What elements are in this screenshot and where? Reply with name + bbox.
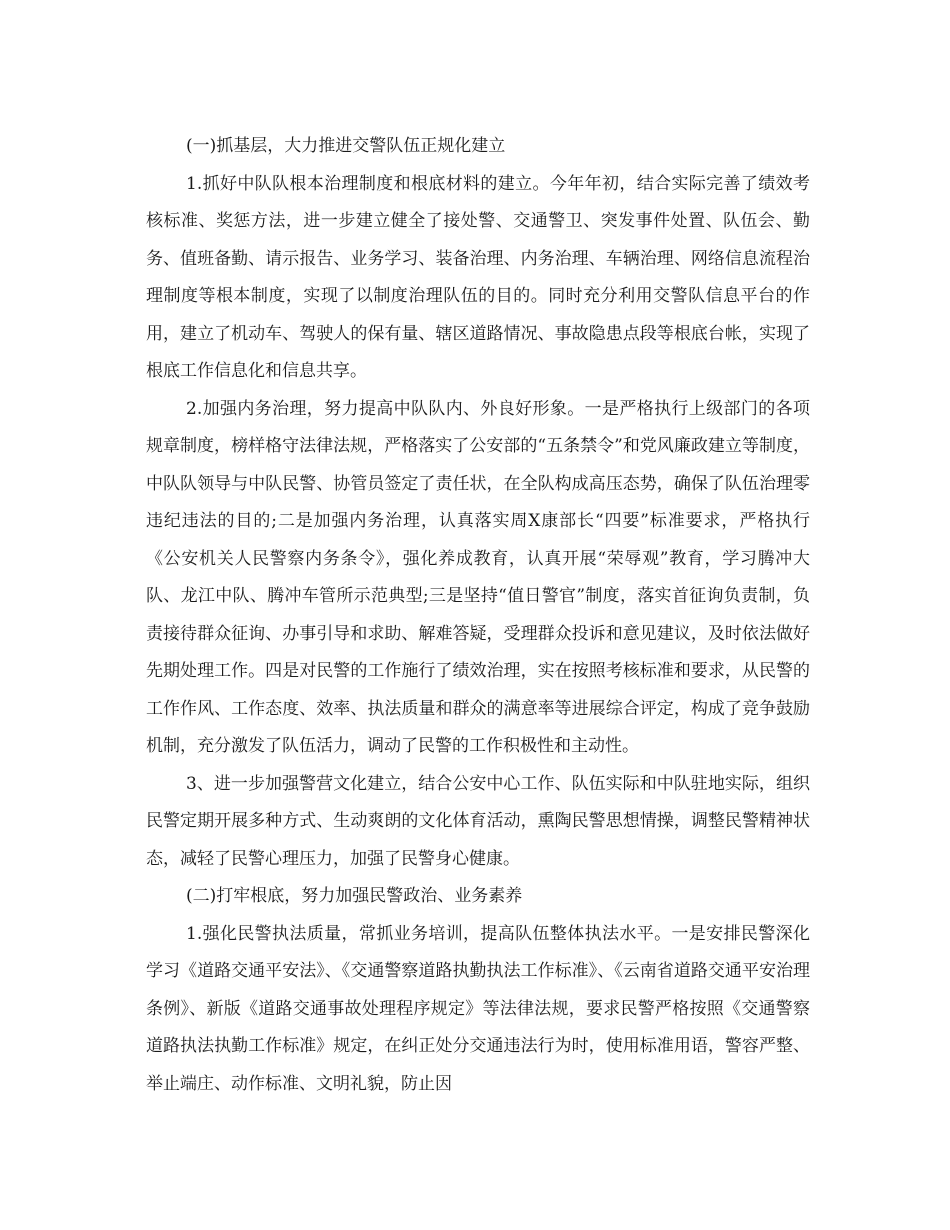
paragraph-1: 1.抓好中队队根本治理制度和根底材料的建立。今年年初，结合实际完善了绩效考核标准、奖惩方法，进一步建立健全了接处警、交通警卫、突发事件处置、队伍会、勤务、值班备勤、请示报告、业务学习、装备治理、内务治理、车辆治理、网络信息流程治理制度等根本制度，实现了以制度治理队伍的目的。同时充分利用交警队信息平台的作用，建立了机动车、驾驶人的保有量、辖区道路情况、事故隐患点段等根底台帐，实现了根底工作信息化和信息共享。 xyxy=(146,173,810,381)
document-body xyxy=(146,128,810,1103)
section-heading-1: (一)抓基层，大力推进交警队伍正规化建立 xyxy=(186,136,506,156)
section-heading-2: (二)打牢根底，努力加强民警政治、业务素养 xyxy=(186,886,523,906)
paragraph-2: 2.加强内务治理，努力提高中队队内、外良好形象。一是严格执行上级部门的各项规章制度，榜样格守法律法规，严格落实了公安部的“五条禁令”和党风廉政建立等制度，中队队领导与中队民警、协管员签定了责任状，在全队构成高压态势，确保了队伍治理零违纪违法的目的;二是加强内务治理，认真落实周X康部长“四要”标准要求，严格执行《公安机关人民警察内务条令》，强化养成教育，认真开展“荣辱观”教育，学习腾冲大队、龙江中队、腾冲车管所示范典型;三是坚持“值日警官”制度，落实首征询负责制，负责接待群众征询、办事引导和求助、解难答疑，受理群众投诉和意见建议，及时依法做好先期处理工作。四是对民警的工作施行了绩效治理，实在按照考核标准和要求，从民警的工作作风、工作态度、效率、执法质量和群众的满意率等进展综合评定，构成了竞争鼓励机制，充分激发了队伍活力，调动了民警的工作积极性和主动性。 xyxy=(146,398,810,756)
paragraph-4: 1.强化民警执法质量，常抓业务培训，提高队伍整体执法水平。一是安排民警深化学习《道路交通平安法》、《交通警察道路执勤执法工作标准》、《云南省道路交通平安治理条例》、新版《道路交通事故处理程序规定》等法律法规，要求民警严格按照《交通警察道路执法执勤工作标准》规定，在纠正处分交通违法行为时，使用标准用语，警容严整、举止端庄、动作标准、文明礼貌，防止因 xyxy=(146,923,810,1094)
paragraph-3: 3、进一步加强警营文化建立，结合公安中心工作、队伍实际和中队驻地实际，组织民警定期开展多种方式、生动爽朗的文化体育活动，熏陶民警思想情操，调整民警精神状态，减轻了民警心理压力，加强了民警身心健康。 xyxy=(146,773,810,869)
